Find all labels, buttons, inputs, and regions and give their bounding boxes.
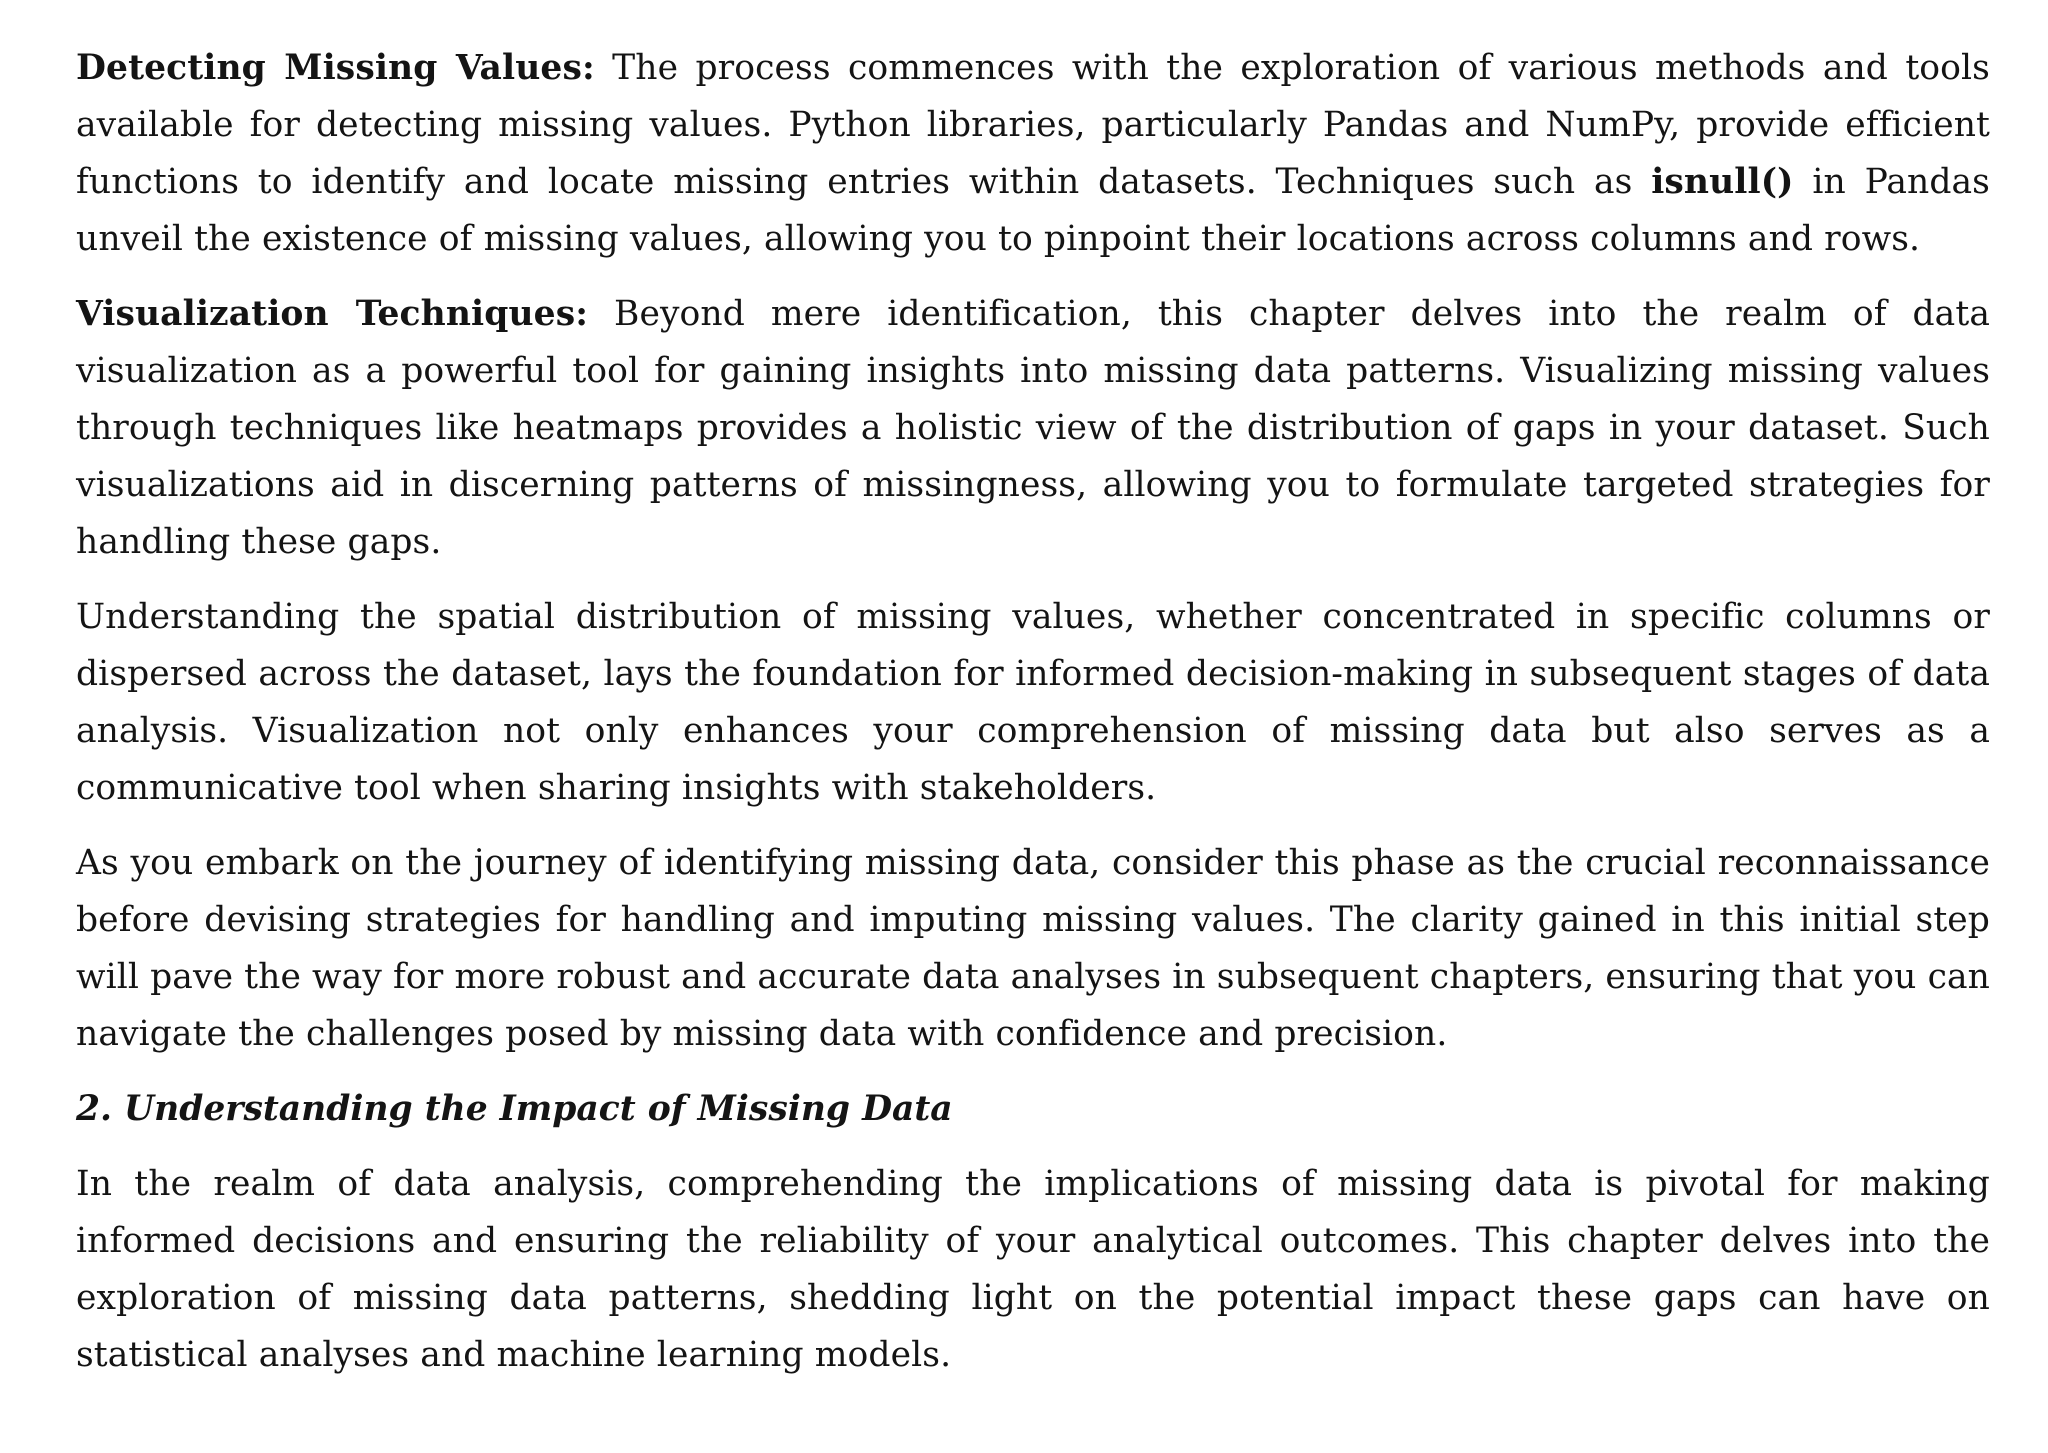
- paragraph-spatial-distribution: Understanding the spatial distribution of missing values, whether concentrated in specific columns or dispersed across the dataset, lays the foundation for informed decision-making in subsequent stages of data analysis. Visualization not only enhances your comprehension of missing data but also serves as a communicative tool when sharing insights with stakeholders.: [76, 597, 1990, 808]
- paragraph-text: Beyond mere identification, this chapter delves into the realm of data visualization as a powerful tool for gaining insights into missing data patterns. Visualizing missing values through techniques like heatmaps provides a holistic view of the distribution of gaps in your dataset. Such visualizations aid in discerning patterns of missingness, allowing you to formulate targeted strategies for handling these gaps.: [76, 294, 1990, 562]
- paragraph-reconnaissance: As you embark on the journey of identifying missing data, consider this phase as the crucial reconnaissance before devising strategies for handling and imputing missing values. The clarity gained in this initial step will pave the way for more robust and accurate data analyses in subsequent chapters, ensuring that you can navigate the challenges posed by missing data with confidence and precision.: [76, 843, 1990, 1054]
- inline-code: isnull(): [1651, 162, 1794, 202]
- paragraph-detecting-missing-values: [76, 40, 1990, 268]
- paragraph-lead: Visualization Techniques:: [76, 294, 589, 334]
- paragraph-text: in Pandas unveil the existence of missing values, allowing you to pinpoint their locations across columns and rows.: [76, 162, 1990, 259]
- paragraph-impact-intro: In the realm of data analysis, comprehending the implications of missing data is pivotal for making informed decisions and ensuring the reliability of your analytical outcomes. This chapter delves into the exploration of missing data patterns, shedding light on the potential impact these gaps can have on statistical analyses and machine learning models.: [76, 1164, 1990, 1375]
- paragraph-visualization-techniques: [76, 286, 1990, 571]
- section-heading: 2. Understanding the Impact of Missing Data: [76, 1089, 953, 1129]
- paragraph-text: The process commences with the exploration of various methods and tools available for detecting missing values. Python libraries, particularly Pandas and NumPy, provide efficient functions to identify and locate missing entries within datasets. Techniques such as: [76, 48, 1990, 202]
- paragraph-lead: Detecting Missing Values:: [76, 48, 595, 88]
